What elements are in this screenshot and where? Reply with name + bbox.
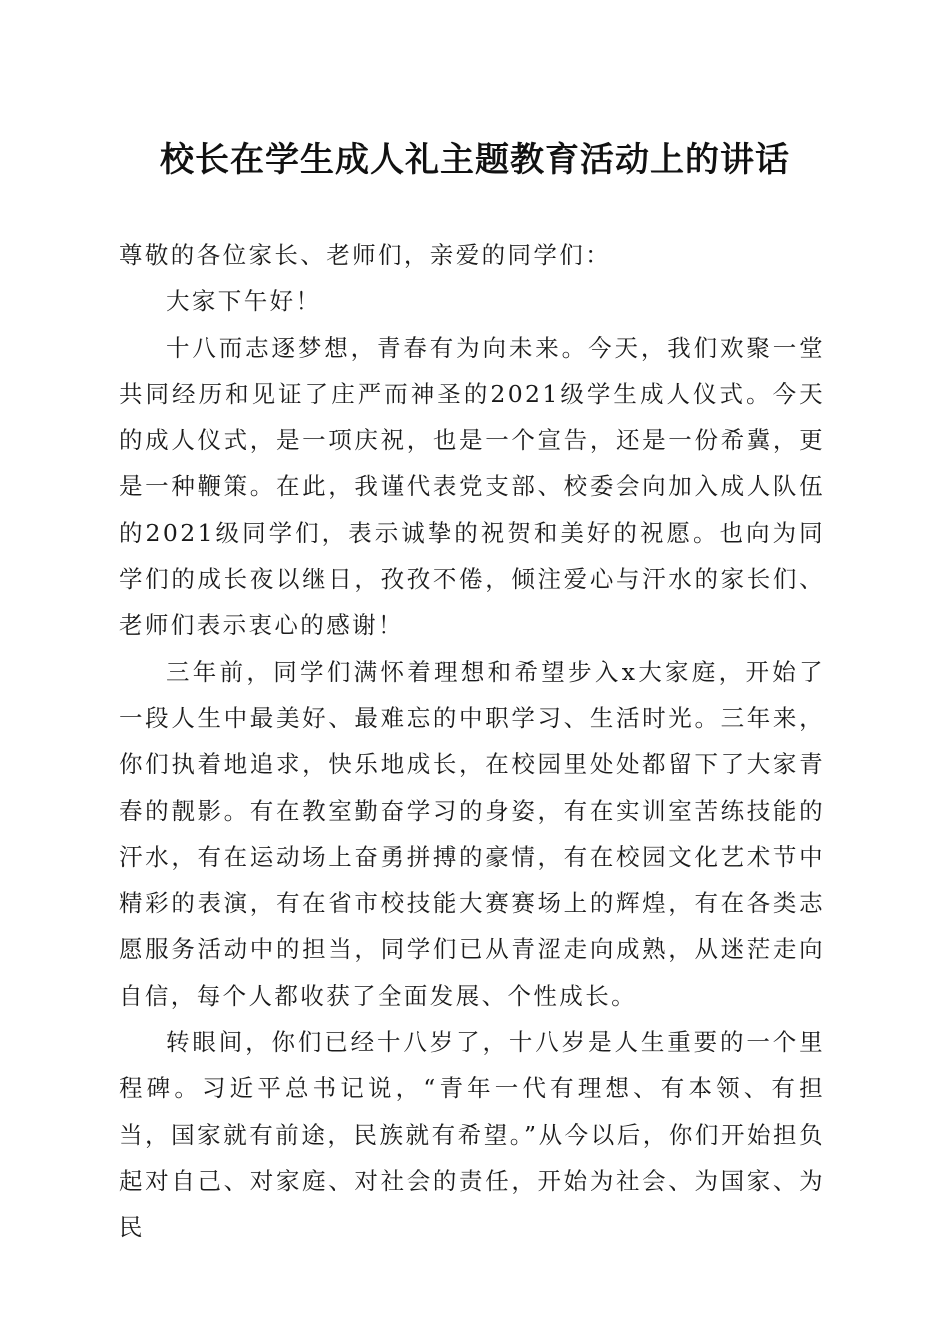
body-paragraph: 三年前，同学们满怀着理想和希望步入x大家庭，开始了一段人生中最美好、最难忘的中职学习、生活时光。三年来，你们执着地追求，快乐地成长，在校园里处处都留下了大家青春的靓影。有在教室勤奋学习的身姿，有在实训室苦练技能的汗水，有在运动场上奋勇拼搏的豪情，有在校园文化艺术节中精彩的表演，有在省市校技能大赛赛场上的辉煌，有在各类志愿服务活动中的担当，同学们已从青涩走向成熟，从迷茫走向自信，每个人都收获了全面发展、个性成长。 [119,657,825,1010]
salutation-paragraph: 尊敬的各位家长、老师们，亲爱的同学们： [119,241,612,269]
greeting-paragraph: 大家下午好！ [166,287,322,316]
body-paragraph: 转眼间，你们已经十八岁了，十八岁是人生重要的一个里程碑。习近平总书记说，“青年一代有理想、有本领、有担当，国家就有前途，民族就有希望。”从今以后，你们开始担负起对自己、对家庭、对社会的责任，开始为社会、为国家、为民 [119,1028,825,1242]
document-body [119,232,825,1251]
body-paragraph: 十八而志逐梦想，青春有为向未来。今天，我们欢聚一堂共同经历和见证了庄严而神圣的2021级学生成人仪式。今天的成人仪式，是一项庆祝，也是一个宣告，还是一份希冀，更是一种鞭策。在此，我谨代表党支部、校委会向加入成人队伍的2021级同学们，表示诚挚的祝贺和美好的祝愿。也向为同学们的成长夜以继日，孜孜不倦，倾注爱心与汗水的家长们、老师们表示衷心的感谢！ [119,333,825,640]
document-title: 校长在学生成人礼主题教育活动上的讲话 [160,140,790,180]
